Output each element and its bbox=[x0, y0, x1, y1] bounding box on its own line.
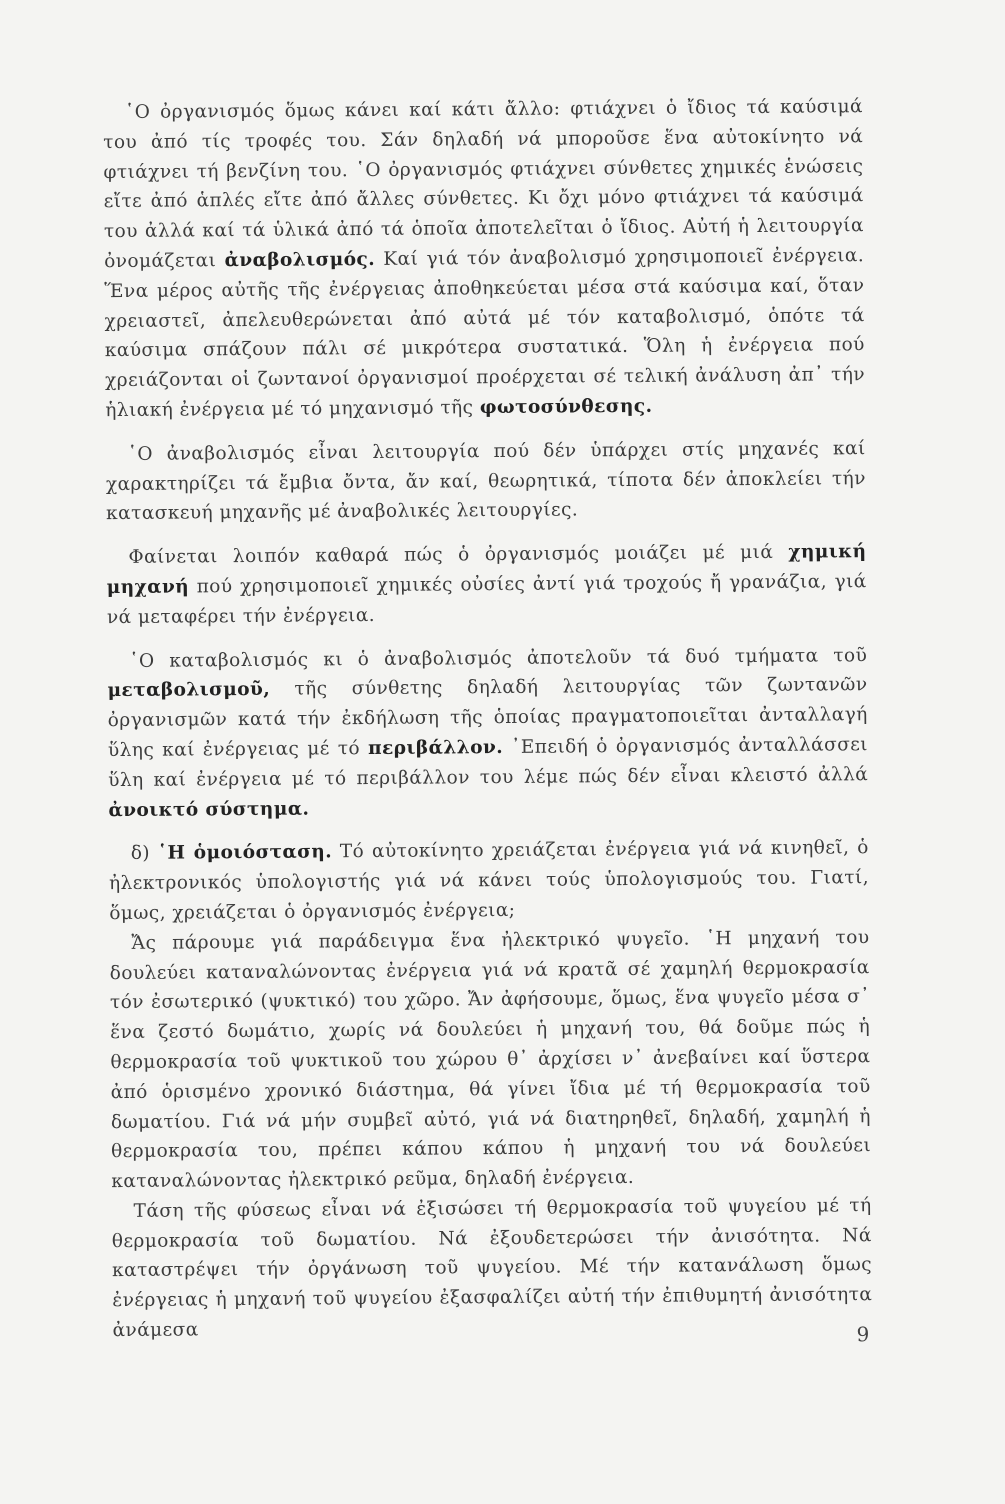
text-run: ῾Ο καταβολισμός κι ὁ ἀναβολισμός ἀποτελοῦν τά δυό τμήματα τοῦ bbox=[129, 644, 868, 672]
paragraph bbox=[106, 537, 867, 632]
text-run: Ἄς πάρουμε γιά παράδειγμα ἕνα ἠλεκτρικό ψυγεῖο. ῾Η μηχανή του δουλεύει καταναλώνοντας ἐνέργεια γιά νά κρατᾶ σέ χαμηλή θερμοκρασία τόν ἐσωτερικό (ψυκτικό) του χῶρο. Ἄν ἀφήσουμε, ὅμως, ἕνα ψυγεῖο μέσα σ᾽ ἕνα ζεστό δωμάτιο, χωρίς νά δουλεύει ἡ μηχανή του, θά δοῦμε πώς ἡ θερμοκρασία τοῦ ψυκτικοῦ του χώρου θ᾽ ἀρχίσει ν᾽ ἀνεβαίνει καί ὕστερα ἀπό ὁρισμένο χρονικό διάστημα, θά γίνει ἴδια μέ τή θερμοκρασία τοῦ δωματίου. Γιά νά μήν συμβεῖ αὐτό, γιά νά διατηρηθεῖ, δηλαδή, χαμηλή ἡ θερμοκρασία του, πρέπει κάπου κάπου ἡ μηχανή του νά δουλεύει καταναλώνοντας ἠλεκτρικό ρεῦμα, δηλαδή ἐνέργεια. bbox=[109, 926, 872, 1193]
paragraph bbox=[107, 641, 868, 826]
bold-term: ἀνοικτό σύστημα. bbox=[108, 798, 310, 821]
bold-term: μεταβολισμοῦ, bbox=[107, 679, 271, 702]
text-run: Τάση τῆς φύσεως εἶναι νά ἐξισώσει τή θερμοκρασία τοῦ ψυγείου μέ τή θερμοκρασία τοῦ δωματίου. Νά ἐξουδετερώσει τήν ἀνισότητα. Νά καταστρέψει τήν ὀργάνωση τοῦ ψυγείου. Μέ τήν κατανάλωση ὅμως ἐνέργειας ἡ μηχανή τοῦ ψυγείου ἐξασφαλίζει αὐτή τήν ἐπιθυμητή ἀνισότητα ἀνάμεσα bbox=[111, 1195, 873, 1342]
text-run: Φαίνεται λοιπόν καθαρά πώς ὁ ὀργανισμός μοιάζει μέ μιά bbox=[128, 541, 789, 569]
text-run: ᾿Επειδή ὁ ὀργανισμός ἀνταλλάσσει ὕλη καί ἐνέργεια μέ τό περιβάλλον του λέμε πώς δέν εἶναι κλειστό ἀλλά bbox=[108, 734, 869, 791]
paragraph bbox=[109, 923, 871, 1197]
text-run: ῾Ο ὀργανισμός ὅμως κάνει καί κάτι ἄλλο: φτιάχνει ὁ ἴδιος τά καύσιμά του ἀπό τίς τροφές του. Σάν δηλαδή νά μποροῦσε ἕνα αὐτοκίνητο νά φτιάχνει τή βενζίνη του. ῾Ο ὀργανισμός φτιάχνει σύνθετες χημικές ἑνώσεις εἴτε ἀπό ἁπλές εἴτε ἀπό ἄλλες σύνθετες. Κι ὄχι μόνο φτιάχνει τά καύσιμά του ἀλλά καί τά ὑλικά ἀπό τά ὁποῖα ἀποτελεῖται ὁ ἴδιος. Αὐτή ἡ λειτουργία ὀνομάζεται bbox=[103, 96, 864, 273]
body-text bbox=[103, 92, 873, 1346]
bold-term: ῾Η ὁμοιόσταση. bbox=[157, 841, 333, 865]
bold-term: φωτοσύνθεσης. bbox=[479, 395, 653, 419]
text-run: τῆς σύνθετης δηλαδή λειτουργίας τῶν ζωντανῶν ὀργανισμῶν κατά τήν ἐκδήλωση τῆς ὁποίας πραγματοποιεῖται ἀνταλλαγή ὕλης καί ἐνέργειας μέ τό bbox=[107, 674, 868, 762]
text-run: δ) bbox=[130, 843, 158, 865]
bold-term: περιβάλλον. bbox=[367, 736, 504, 759]
paragraph bbox=[103, 92, 866, 426]
paragraph bbox=[111, 1191, 872, 1346]
text-run: Τό αὐτοκίνητο χρειάζεται ἐνέργεια γιά νά κινηθεῖ, ὁ ἠλεκτρονικός ὑπολογιστής γιά νά κάνει τούς ὑπολογισμούς του. Γιατί, ὅμως, χρειάζεται ὁ ὀργανισμός ἐνέργεια; bbox=[108, 837, 870, 925]
text-run: ῾Ο ἀναβολισμός εἶναι λειτουργία πού δέν ὑπάρχει στίς μηχανές καί χαρακτηρίζει τά ἔμβια ὄντα, ἄν καί, θεωρητικά, τίποτα δέν ἀποκλείει τήν κατασκευή μηχανῆς μέ ἀναβολικές λειτουργίες. bbox=[105, 437, 866, 525]
page-number: 9 bbox=[856, 1322, 870, 1347]
bold-term: ἀναβολισμός. bbox=[224, 248, 376, 272]
paragraph bbox=[109, 833, 870, 928]
text-run: πού χρησιμοποιεῖ χημικές οὐσίες ἀντί γιά τροχούς ἤ γρανάζια, γιά νά μεταφέρει τήν ἐνέργεια. bbox=[106, 571, 867, 628]
text-run: Καί γιά τόν ἀναβολισμό χρησιμοποιεῖ ἐνέργεια. Ἕνα μέρος αὐτῆς τῆς ἐνέργειας ἀποθηκεύεται μέσα στά καύσιμα καί, ὅταν χρειαστεῖ, ἀπελευθερώνεται ἀπό αὐτά μέ τόν καταβολισμό, ὁπότε τά καύσιμα σπάζουν πάλι σέ μικρότερα συστατικά. Ὅλη ἡ ἐνέργεια πού χρειάζονται οἱ ζωντανοί ὀργανισμοί προέρχεται σέ τελική ἀνάλυση ἀπ᾽ τήν ἡλιακή ἐνέργεια μέ τό μηχανισμό τῆς bbox=[104, 245, 866, 422]
bold-term: χημική μηχανή bbox=[106, 541, 867, 599]
paragraph bbox=[106, 434, 867, 529]
